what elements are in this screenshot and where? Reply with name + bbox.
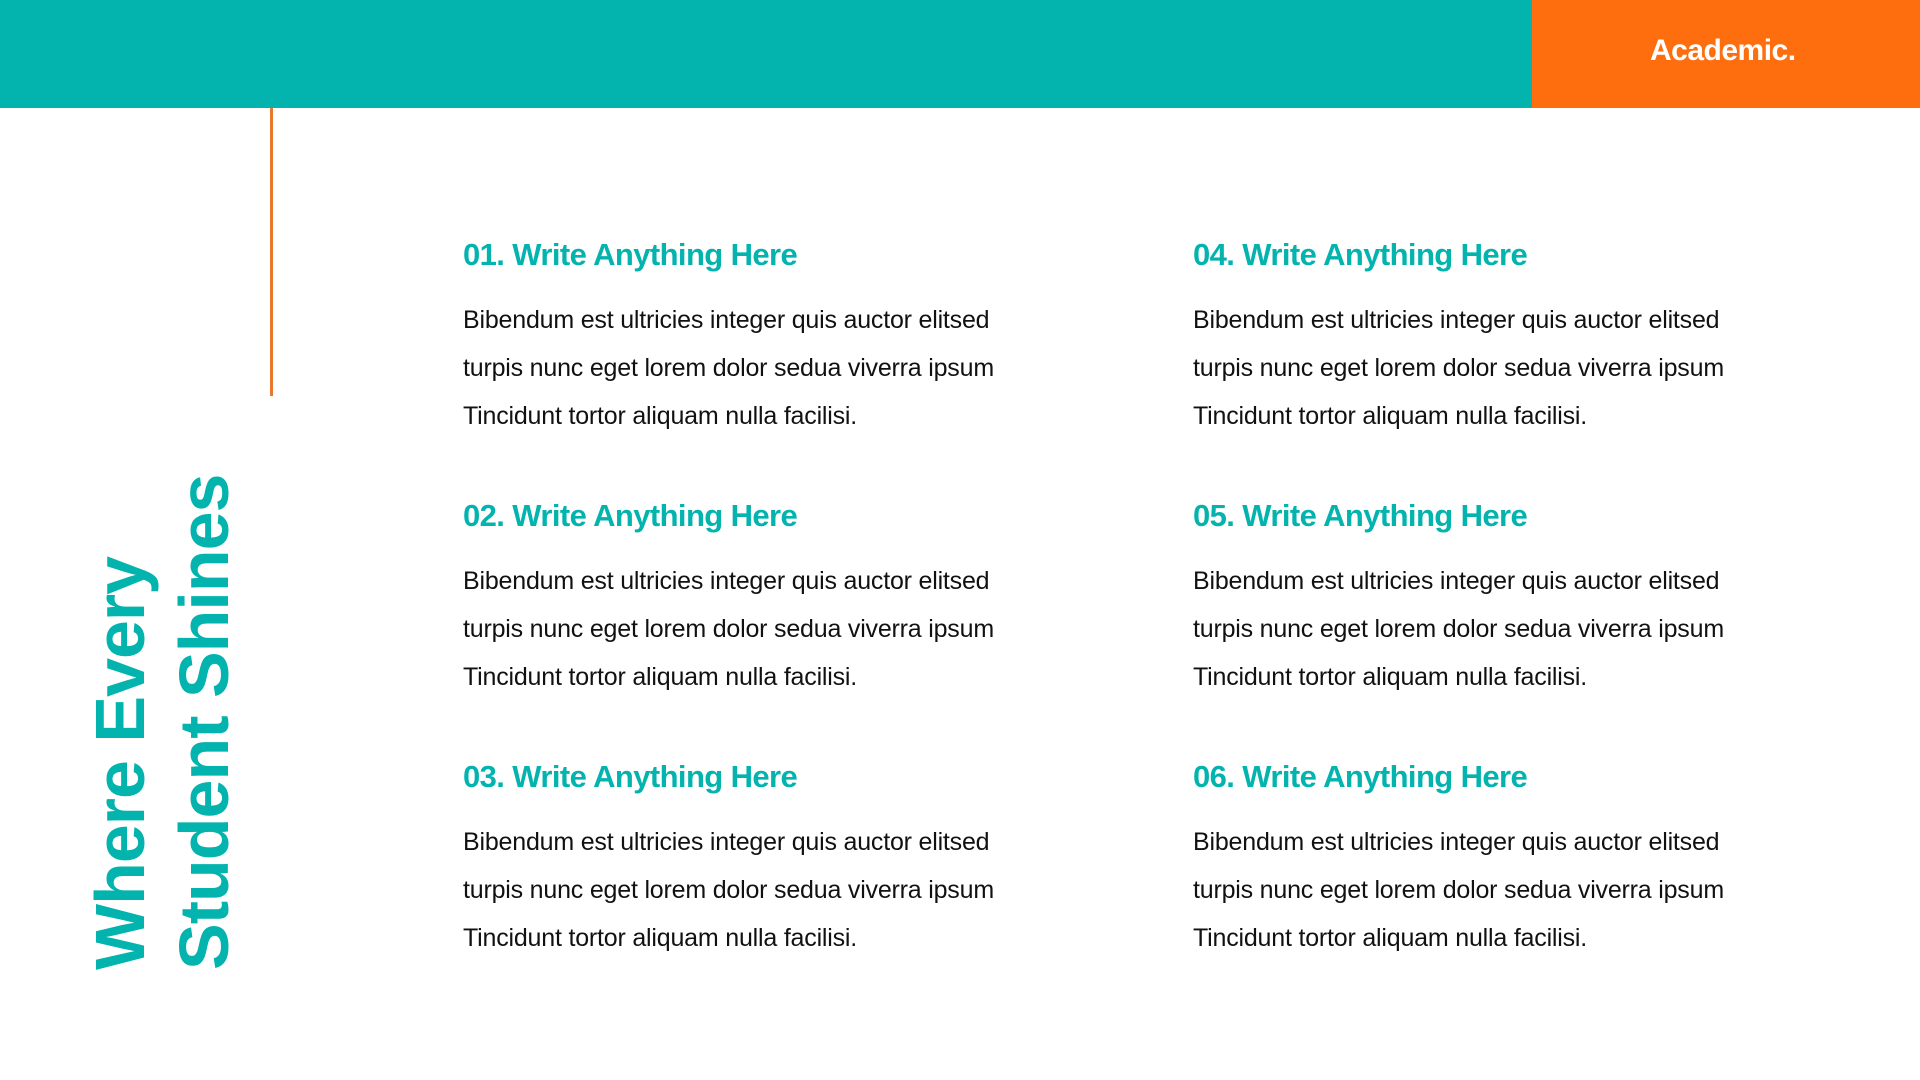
item-heading: 01. Write Anything Here [463,237,798,272]
accent-divider-line [270,108,273,396]
item-body [463,296,1063,440]
item-body-line: Tincidunt tortor aliquam nulla facilisi. [463,924,858,952]
item-body [1193,818,1793,962]
list-item-04 [1193,236,1793,440]
item-body-line: Tincidunt tortor aliquam nulla facilisi. [463,402,858,430]
item-body-line: Tincidunt tortor aliquam nulla facilisi. [1193,402,1588,430]
item-heading: 05. Write Anything Here [1193,498,1528,533]
header-bar [0,0,1532,108]
item-body-line: turpis nunc eget lorem dolor sedua viverra ipsum [1193,876,1724,904]
item-body-line: turpis nunc eget lorem dolor sedua viverra ipsum [463,876,994,904]
item-heading: 04. Write Anything Here [1193,237,1528,272]
item-body-line: Tincidunt tortor aliquam nulla facilisi. [1193,663,1588,691]
item-body-line: turpis nunc eget lorem dolor sedua viverra ipsum [463,615,994,643]
list-item-06 [1193,758,1793,962]
item-heading: 03. Write Anything Here [463,759,798,794]
item-body-line: Tincidunt tortor aliquam nulla facilisi. [463,663,858,691]
vertical-title-line-2: Student Shines [165,474,243,970]
item-body-line: turpis nunc eget lorem dolor sedua viverra ipsum [1193,354,1724,382]
list-item-02 [463,497,1063,701]
item-heading: 06. Write Anything Here [1193,759,1528,794]
list-item-01 [463,236,1063,440]
item-body [1193,557,1793,701]
item-body-line: Bibendum est ultricies integer quis auctor elitsed [1193,306,1720,334]
item-body-line: turpis nunc eget lorem dolor sedua viverra ipsum [463,354,994,382]
item-body-line: Bibendum est ultricies integer quis auctor elitsed [463,306,990,334]
brand-label: Academic. [1650,34,1796,67]
item-heading: 02. Write Anything Here [463,498,798,533]
list-item-03 [463,758,1063,962]
item-body [463,557,1063,701]
item-body-line: Bibendum est ultricies integer quis auctor elitsed [1193,567,1720,595]
vertical-title [78,450,248,970]
item-body [1193,296,1793,440]
vertical-title-line-1: Where Every [81,556,159,970]
item-body-line: turpis nunc eget lorem dolor sedua viverra ipsum [1193,615,1724,643]
item-body [463,818,1063,962]
item-body-line: Bibendum est ultricies integer quis auctor elitsed [1193,828,1720,856]
list-item-05 [1193,497,1793,701]
item-body-line: Bibendum est ultricies integer quis auctor elitsed [463,828,990,856]
item-body-line: Tincidunt tortor aliquam nulla facilisi. [1193,924,1588,952]
item-body-line: Bibendum est ultricies integer quis auctor elitsed [463,567,990,595]
